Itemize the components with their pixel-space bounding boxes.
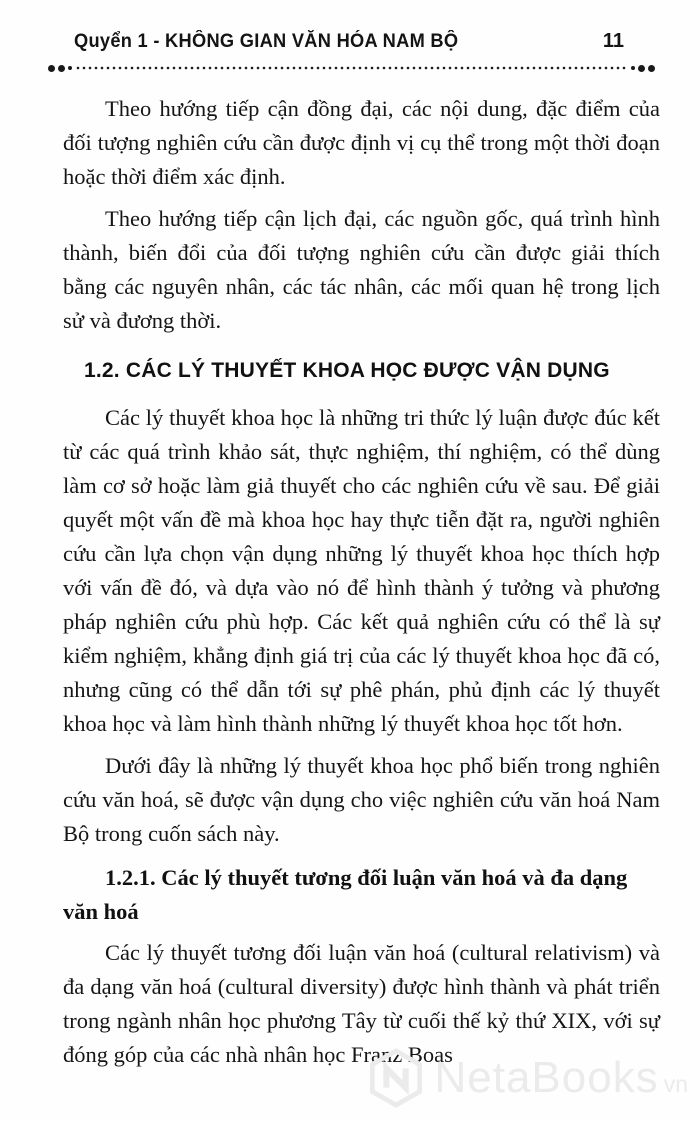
paragraph-theories-applied: Dưới đây là những lý thuyết khoa học phổ biến trong nghiên cứu văn hoá, sẽ được vận dụng cho việc nghiên cứu văn hoá Nam Bộ trong cuốn sách này.: [63, 753, 660, 846]
running-title: Quyển 1 - KHÔNG GIAN VĂN HÓA NAM BỘ: [74, 31, 459, 52]
separator-end-dot: [631, 66, 635, 70]
page-header: [74, 0, 624, 53]
paragraph-diachronic-approach: Theo hướng tiếp cận lịch đại, các nguồn gốc, quá trình hình thành, biến đổi của đối tượng nghiên cứu cần được giải thích bằng các nguyên nhân, các tác nhân, các mối quan hệ trong lịch sử và đương thời.: [63, 206, 660, 333]
watermark-suffix-text: vn: [663, 1070, 688, 1097]
dotted-separator: [46, 64, 656, 72]
separator-end-dot: [638, 65, 645, 72]
paragraph-scientific-theories: Các lý thuyết khoa học là những tri thức lý luận được đúc kết từ các quá trình khảo sát, thực nghiệm, thí nghiệm, có thể dùng làm cơ sở hoặc làm giả thuyết cho các nghiên cứu về sau. Để giải quyết một vấn đề mà khoa học hay thực tiễn đặt ra, người nghiên cứu cần lựa chọn vận dụng những lý thuyết khoa học thích hợp với vấn đề đó, và dựa vào nó để hình thành ý tưởng và phương pháp nghiên cứu phù hợp. Các kết quả nghiên cứu có thể là sự kiểm nghiệm, khẳng định giá trị của các lý thuyết khoa học đã có, nhưng cũng có thể dẫn tới sự phê phán, phủ định các lý thuyết khoa học và làm hình thành những lý thuyết khoa học tốt hơn.: [63, 405, 660, 736]
separator-dotted-line: [76, 66, 626, 70]
page-number: 11: [602, 30, 624, 52]
watermark-brand-text: NetaBooks: [434, 1053, 659, 1102]
paragraph-cultural-relativism: Các lý thuyết tương đối luận văn hoá (cultural relativism) và đa dạng văn hoá (cultural diversity) được hình thành và phát triển trong ngành nhân học phương Tây từ cuối thế kỷ thứ XIX, với sự đóng góp của các nhà nhân học Franz Boas: [63, 940, 660, 1067]
separator-end-dot: [58, 65, 65, 72]
page-content: [63, 92, 660, 1072]
section-heading-1-2: 1.2. CÁC LÝ THUYẾT KHOA HỌC ĐƯỢC VẬN DỤNG: [84, 359, 610, 382]
separator-end-dot: [48, 65, 55, 72]
separator-end-dot: [68, 66, 72, 70]
separator-end-dot: [648, 65, 655, 72]
paragraph-synchronic-approach: Theo hướng tiếp cận đồng đại, các nội dung, đặc điểm của đối tượng nghiên cứu cần được định vị cụ thể trong một thời đoạn hoặc thời điểm xác định.: [63, 96, 660, 189]
subsection-heading-1-2-1: 1.2.1. Các lý thuyết tương đối luận văn hoá và đa dạng văn hoá: [63, 865, 628, 924]
